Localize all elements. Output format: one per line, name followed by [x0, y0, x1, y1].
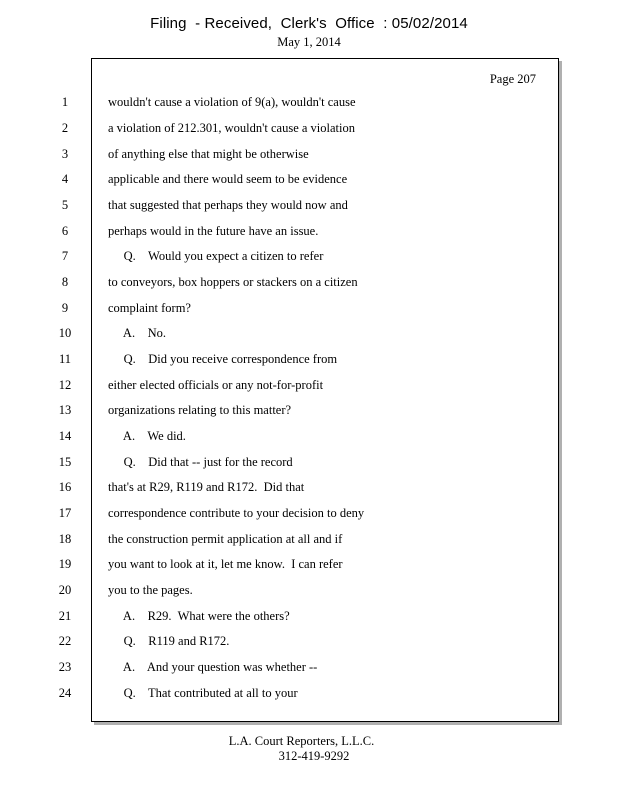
line-number: 11 — [58, 352, 72, 366]
transcript-line: that suggested that perhaps they would now and — [108, 198, 348, 212]
transcript-line: organizations relating to this matter? — [108, 403, 292, 417]
transcript-line: A. And your question was whether -- — [108, 660, 318, 674]
line-number: 4 — [61, 172, 69, 186]
page-number: Page 207 — [489, 72, 536, 86]
line-number: 16 — [58, 480, 72, 494]
transcript-line: perhaps would in the future have an issue. — [108, 224, 319, 238]
line-number: 21 — [58, 609, 72, 623]
transcript-line: to conveyors, box hoppers or stackers on a citizen — [108, 275, 358, 289]
line-number: 12 — [58, 378, 72, 392]
transcript-line: Q. R119 and R172. — [108, 634, 230, 648]
line-number: 23 — [58, 660, 72, 674]
transcript-line: the construction permit application at all and if — [108, 532, 343, 546]
line-number: 22 — [58, 634, 72, 648]
line-number: 17 — [58, 506, 72, 520]
line-number: 14 — [58, 429, 72, 443]
line-number: 18 — [58, 532, 72, 546]
filing-stamp: Filing - Received, Clerk's Office : 05/02/2014 — [150, 15, 468, 32]
court-reporter-name: L.A. Court Reporters, L.L.C. — [228, 734, 375, 748]
line-number: 15 — [58, 455, 72, 469]
line-number: 1 — [61, 95, 69, 109]
transcript-line: Q. Did that -- just for the record — [108, 455, 293, 469]
line-number: 8 — [61, 275, 69, 289]
transcript-line: you want to look at it, let me know. I can refer — [108, 557, 343, 571]
line-number: 13 — [58, 403, 72, 417]
transcript-line: you to the pages. — [108, 583, 193, 597]
line-number: 10 — [58, 326, 72, 340]
transcript-line: applicable and there would seem to be evidence — [108, 172, 348, 186]
line-number: 6 — [61, 224, 69, 238]
line-number: 7 — [61, 249, 69, 263]
court-reporter-phone: 312-419-9292 — [278, 749, 350, 763]
line-number: 20 — [58, 583, 72, 597]
line-number: 19 — [58, 557, 72, 571]
line-number: 9 — [61, 301, 69, 315]
transcript-line: complaint form? — [108, 301, 191, 315]
transcript-line: Q. That contributed at all to your — [108, 686, 298, 700]
transcript-line: A. R29. What were the others? — [108, 609, 290, 623]
line-number: 5 — [61, 198, 69, 212]
transcript-date: May 1, 2014 — [277, 35, 341, 49]
transcript-line: Q. Did you receive correspondence from — [108, 352, 338, 366]
line-number: 3 — [61, 147, 69, 161]
transcript-line: A. We did. — [108, 429, 186, 443]
line-number: 24 — [58, 686, 72, 700]
transcript-line: a violation of 212.301, wouldn't cause a violation — [108, 121, 355, 135]
line-number: 2 — [61, 121, 69, 135]
transcript-line: of anything else that might be otherwise — [108, 147, 309, 161]
transcript-line: that's at R29, R119 and R172. Did that — [108, 480, 305, 494]
transcript-line: Q. Would you expect a citizen to refer — [108, 249, 324, 263]
transcript-line: A. No. — [108, 326, 166, 340]
transcript-line: wouldn't cause a violation of 9(a), wouldn't cause — [108, 95, 356, 109]
transcript-line: either elected officials or any not-for-profit — [108, 378, 324, 392]
transcript-line: correspondence contribute to your decision to deny — [108, 506, 365, 520]
